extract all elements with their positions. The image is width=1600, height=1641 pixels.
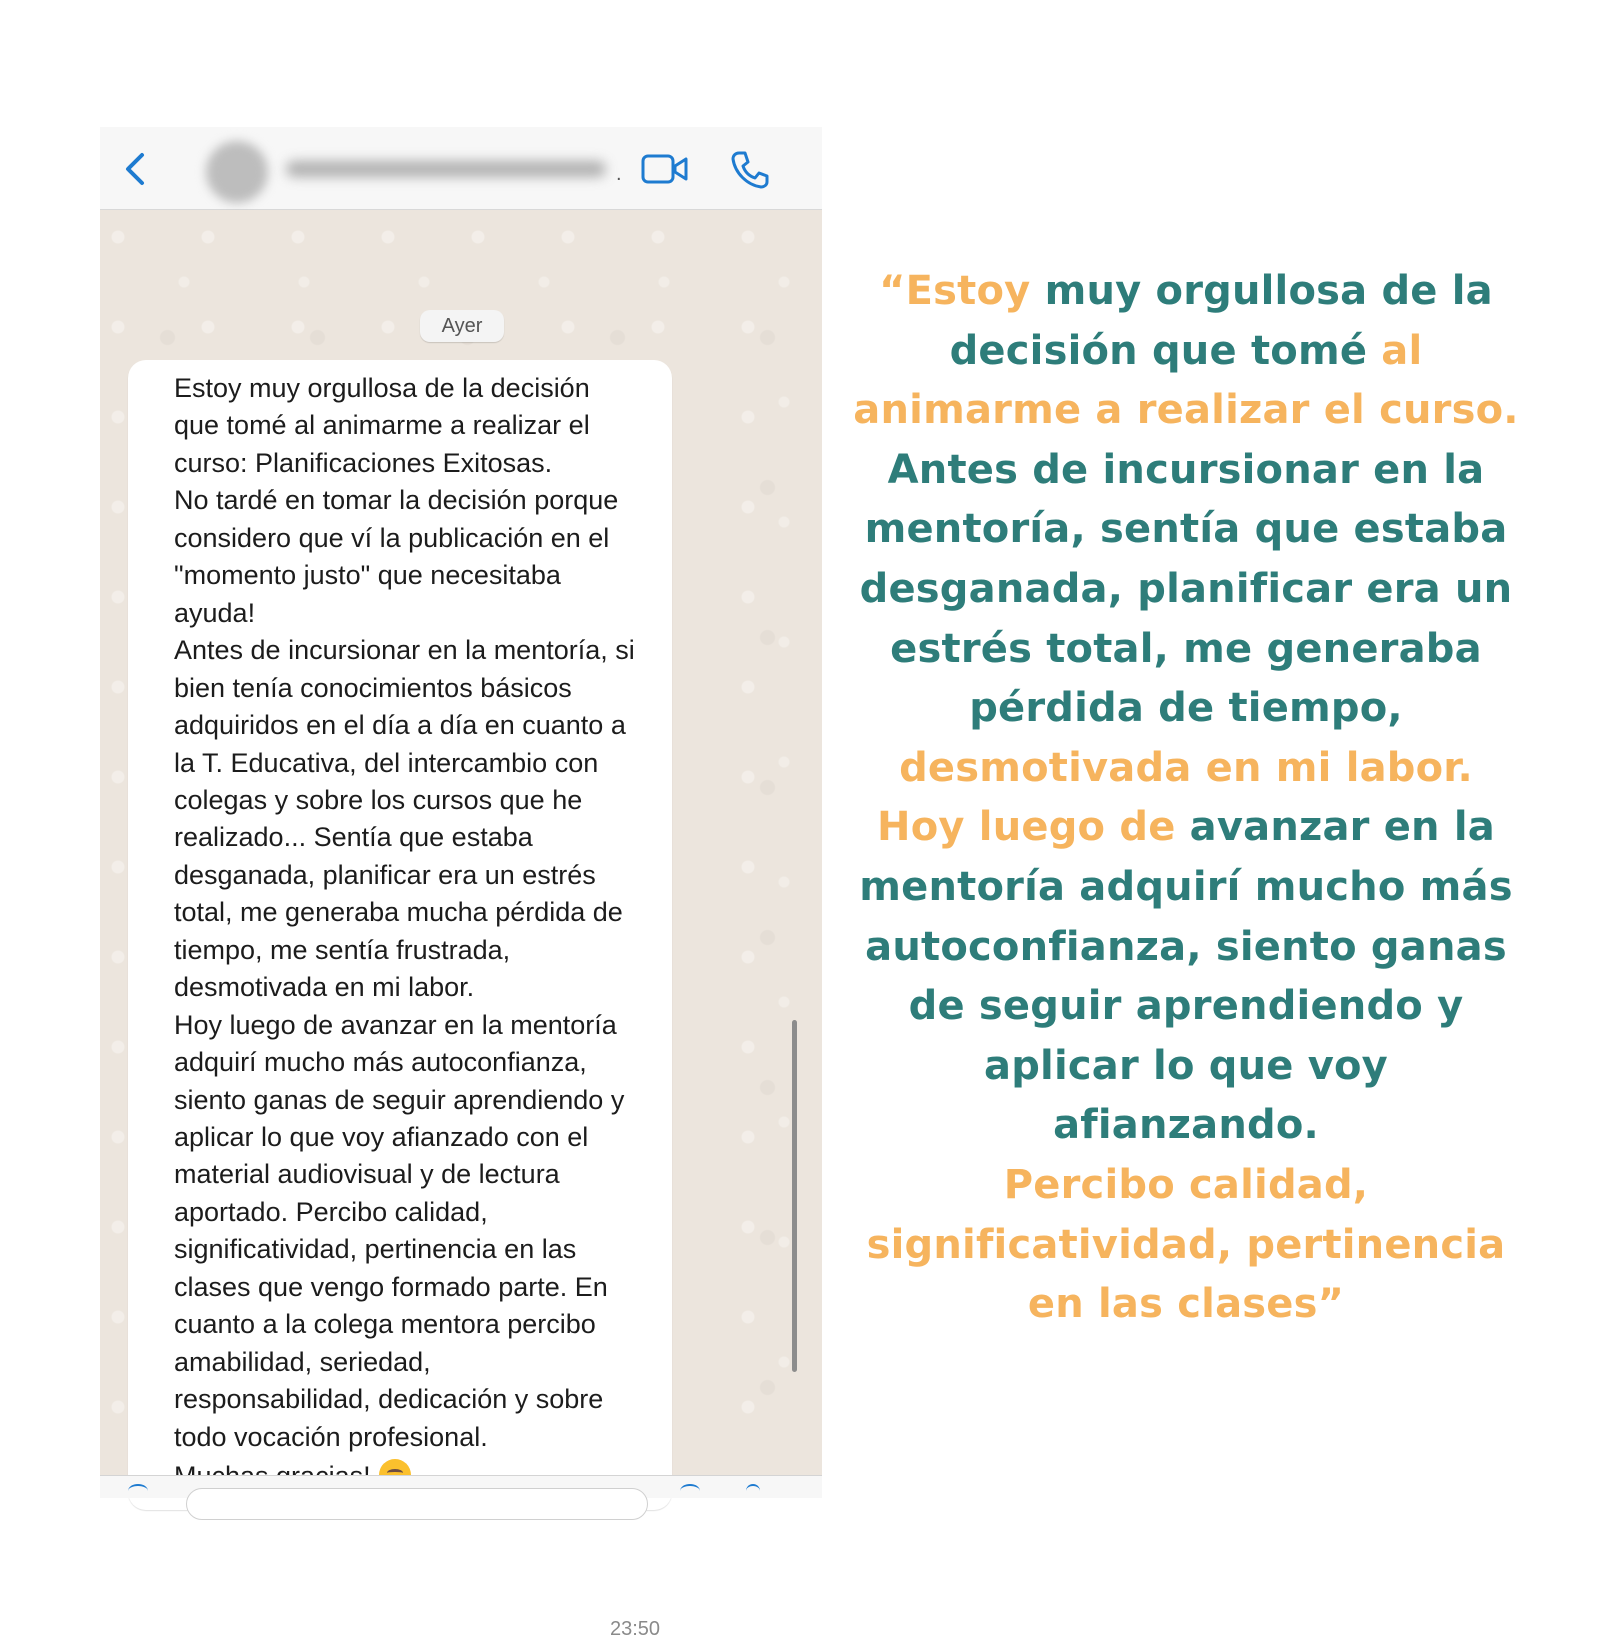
message-line: [174, 897, 694, 928]
quote-line: [846, 858, 1526, 918]
message-line-text: aplicar lo que voy afianzado con el: [174, 1122, 589, 1152]
quote-segment: Hoy luego de: [877, 804, 1190, 851]
message-line: [174, 560, 694, 591]
message-line: [174, 1347, 694, 1378]
message-line-text: la T. Educativa, del intercambio con: [174, 747, 599, 778]
message-line: [174, 373, 694, 404]
message-line: [174, 485, 694, 516]
message-line-text: desganada, planificar era un estrés: [174, 859, 596, 890]
phone-icon[interactable]: [730, 149, 770, 189]
quote-line: [846, 918, 1526, 978]
message-line-text: Estoy muy orgullosa de la decisión: [174, 373, 590, 403]
message-line: [174, 1272, 694, 1303]
message-line-text: desmotivada en mi labor.: [174, 972, 475, 1003]
message-line-text: total, me generaba mucha pérdida de: [174, 897, 623, 928]
message-input[interactable]: [186, 1488, 648, 1520]
message-line-text: material audiovisual y de lectura: [174, 1159, 560, 1190]
message-line: [174, 1085, 694, 1116]
quote-line: [846, 798, 1526, 858]
message-line-text: responsabilidad, dedicación y sobre: [174, 1384, 604, 1415]
message-line-text: significatividad, pertinencia en las: [174, 1234, 577, 1265]
date-separator: Ayer: [420, 310, 504, 342]
message-line-text: considero que ví la publicación en el: [174, 522, 610, 553]
message-line-text: todo vocación profesional.: [174, 1421, 488, 1452]
quote-line: [846, 1216, 1526, 1276]
message-line: [174, 523, 694, 554]
message-line: [174, 710, 694, 741]
quote-line: [846, 679, 1526, 739]
quote-segment: Percibo calidad,: [1003, 1161, 1369, 1208]
message-line: [174, 448, 694, 479]
message-line-text: ayuda!: [174, 597, 256, 628]
message-line: [174, 635, 694, 666]
quote-line: [846, 441, 1526, 501]
message-line-text: bien tenía conocimientos básicos: [174, 672, 572, 703]
quote-segment: pérdida de tiempo,: [969, 685, 1403, 732]
quote-segment: desganada, planificar era un: [859, 565, 1513, 612]
testimonial-quote: [846, 262, 1526, 1335]
quote-segment: significatividad, pertinencia: [866, 1221, 1506, 1268]
contact-name-blurred[interactable]: [286, 161, 606, 177]
quote-line: [846, 262, 1526, 322]
quote-segment: estrés total, me generaba: [890, 625, 1482, 672]
quote-line: [846, 739, 1526, 799]
quote-segment: avanzar en la: [1189, 804, 1495, 851]
message-line: [174, 1047, 694, 1078]
input-bar: [100, 1475, 822, 1498]
message-line-text: amabilidad, seriedad,: [174, 1346, 431, 1377]
message-line: [174, 1422, 694, 1453]
quote-line: [846, 381, 1526, 441]
message-line: [174, 935, 694, 966]
message-line-text: clases que vengo formado parte. En: [174, 1271, 608, 1302]
message-line-text: curso: Planificaciones Exitosas.: [174, 447, 553, 478]
message-line-text: aportado. Percibo calidad,: [174, 1196, 488, 1227]
avatar[interactable]: [206, 141, 268, 203]
camera-icon[interactable]: [680, 1484, 700, 1498]
quote-segment: decisión que tomé: [949, 327, 1382, 374]
quote-line: [846, 322, 1526, 382]
video-call-icon[interactable]: [640, 151, 690, 187]
message-line-text: Hoy luego de avanzar en la mentoría: [174, 1009, 617, 1040]
message-line-text: Antes de incursionar en la mentoría, si: [174, 635, 635, 666]
message-line-text: cuanto a la colega mentora percibo: [174, 1309, 596, 1340]
message-line-text: adquiridos en el día a día en cuanto a: [174, 710, 626, 741]
quote-line: [846, 1096, 1526, 1156]
message-line: [174, 673, 694, 704]
message-line: [174, 785, 694, 816]
quote-segment: desmotivada en mi labor.: [899, 744, 1473, 791]
quote-line: [846, 977, 1526, 1037]
quote-segment: de seguir aprendiendo y: [908, 983, 1464, 1030]
message-line: [174, 598, 694, 629]
quote-segment: aplicar lo que voy: [984, 1042, 1388, 1089]
scrollbar[interactable]: [792, 1020, 797, 1372]
message-line-text: No tardé en tomar la decisión porque: [174, 485, 619, 516]
message-timestamp: 23:50: [610, 1618, 661, 1640]
message-line-text: realizado... Sentía que estaba: [174, 822, 533, 853]
message-line: [174, 748, 694, 779]
message-line: [174, 1159, 694, 1190]
name-ellipsis: .: [616, 163, 622, 185]
message-line: [174, 1309, 694, 1340]
microphone-icon[interactable]: [746, 1484, 760, 1498]
message-line: [174, 972, 694, 1003]
message-line: [174, 1122, 694, 1153]
quote-segment: mentoría adquirí mucho más: [859, 863, 1513, 910]
message-line-text: colegas y sobre los cursos que he: [174, 784, 583, 815]
message-line-text: siento ganas de seguir aprendiendo y: [174, 1084, 625, 1115]
message-line: [174, 410, 694, 441]
quote-segment: “Estoy: [879, 268, 1045, 314]
quote-segment: animarme a realizar el curso.: [853, 387, 1519, 434]
message-line-text: "momento justo" que necesitaba: [174, 560, 561, 591]
chat-header: [100, 127, 822, 210]
message-line: [174, 1234, 694, 1265]
message-line: [174, 860, 694, 891]
chevron-left-icon[interactable]: [120, 149, 150, 189]
quote-segment: en las clases”: [1027, 1281, 1345, 1328]
quote-segment: autoconfianza, siento ganas: [865, 923, 1507, 970]
plus-icon[interactable]: [128, 1484, 148, 1498]
quote-line: [846, 560, 1526, 620]
message-bubble[interactable]: [128, 360, 672, 1640]
quote-segment: al: [1381, 327, 1423, 374]
quote-line: [846, 1037, 1526, 1097]
message-line: [174, 1197, 694, 1228]
message-line-text: adquirí mucho más autoconfianza,: [174, 1047, 587, 1078]
message-line: [174, 822, 694, 853]
chat-screenshot: [100, 127, 822, 1640]
quote-segment: muy orgullosa de la: [1044, 268, 1493, 314]
message-line-text: tiempo, me sentía frustrada,: [174, 934, 511, 965]
quote-segment: afianzando.: [1053, 1102, 1319, 1149]
quote-line: [846, 1156, 1526, 1216]
quote-line: [846, 500, 1526, 560]
chat-area[interactable]: [100, 210, 822, 1640]
message-line: [174, 1384, 694, 1415]
message-line-text: que tomé al animarme a realizar el: [174, 410, 590, 441]
quote-segment: Antes de incursionar en la: [887, 446, 1485, 493]
message-line: [174, 1010, 694, 1041]
quote-segment: mentoría, sentía que estaba: [864, 506, 1508, 553]
quote-line: [846, 620, 1526, 680]
quote-line: [846, 1275, 1526, 1335]
